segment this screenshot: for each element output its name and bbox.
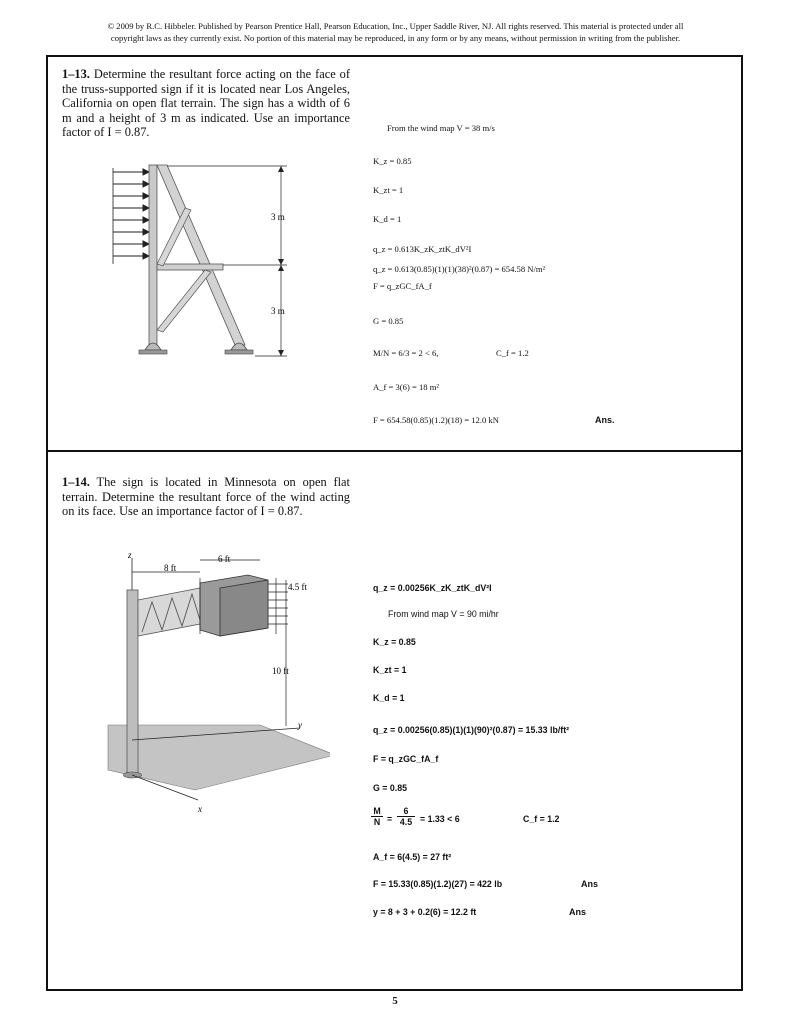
dim-8ft: 8 ft xyxy=(164,563,177,573)
frac-m-over-n xyxy=(371,806,383,827)
sol13-line-4: K_d = 1 xyxy=(373,214,402,224)
copyright-line-1: © 2009 by R.C. Hibbeler. Published by Pearson Prentice Hall, Pearson Education, Inc., Upper Saddle River, NJ. All rights reserved. This material is protected under all xyxy=(107,21,684,31)
sol14-line-9: = 1.33 < 6 xyxy=(420,814,460,824)
sol14-ans-1: Ans xyxy=(581,879,599,889)
sol13-line-2: K_z = 0.85 xyxy=(373,156,412,166)
sol13-line-12: F = 654.58(0.85)(1.2)(18) = 12.0 kN xyxy=(373,415,499,425)
sol13-line-5: q_z = 0.613K_zK_ztK_dV²I xyxy=(373,244,472,254)
sol14-line-7: F = q_zGC_fA_f xyxy=(373,754,439,764)
section-divider xyxy=(46,450,743,452)
dim-4-5ft: 4.5 ft xyxy=(288,582,307,592)
frac-m: M xyxy=(373,806,381,816)
dim-6ft: 6 ft xyxy=(218,554,231,564)
problem-14-number: 1–14. xyxy=(62,475,90,489)
copyright-line-2: copyright laws as they currently exist. No portion of this material may be reproduced, in any form or by any means, without permission in writing from the publisher. xyxy=(110,33,681,43)
sol14-line-6: q_z = 0.00256(0.85)(1)(1)(90)²(0.87) = 15.33 lb/ft² xyxy=(373,725,570,735)
sol13-line-9: M/N = 6/3 = 2 < 6, xyxy=(373,348,439,358)
page-number: 5 xyxy=(392,995,398,1007)
equals-sign: = xyxy=(387,814,393,824)
sol13-line-8: G = 0.85 xyxy=(373,316,404,326)
sol14-line-8: G = 0.85 xyxy=(373,783,407,793)
sol14-line-10: C_f = 1.2 xyxy=(523,814,560,824)
truss-sign-figure xyxy=(105,160,305,370)
sol14-line-4: K_zt = 1 xyxy=(373,665,407,675)
problem-13-text: Determine the resultant force acting on the face of the truss-supported sign if it is located near Los Angeles, California on open flat terrain. The sign has a width of 6 m and a height of 3 m as indicated. Use an importance factor of I = 0.87. xyxy=(62,67,350,140)
sol14-line-13: y = 8 + 3 + 0.2(6) = 12.2 ft xyxy=(373,907,477,917)
sol13-line-6: q_z = 0.613(0.85)(1)(1)(38)²(0.87) = 654.58 N/m² xyxy=(373,264,546,274)
frac-n: N xyxy=(371,816,383,827)
z-axis-label: z xyxy=(128,550,132,560)
sol14-line-11: A_f = 6(4.5) = 27 ft² xyxy=(373,852,452,862)
sol13-line-11: A_f = 3(6) = 18 m² xyxy=(373,382,439,392)
x-axis-label: x xyxy=(198,804,202,814)
problem-14-text: The sign is located in Minnesota on open flat terrain. Determine the resultant force of the wind acting on its face. Use an importance factor of I = 0.87. xyxy=(62,475,350,519)
sol13-line-1: From the wind map V = 38 m/s xyxy=(387,123,495,133)
sol13-line-7: F = q_zGC_fA_f xyxy=(373,281,432,291)
sol13-ans-label: Ans. xyxy=(595,415,615,425)
sol14-line-5: K_d = 1 xyxy=(373,693,405,703)
sol14-line-3: K_z = 0.85 xyxy=(373,637,416,647)
dim-bottom-3m: 3 m xyxy=(271,306,285,316)
sol13-line-10: C_f = 1.2 xyxy=(496,348,529,358)
sol13-line-3: K_zt = 1 xyxy=(373,185,404,195)
y-axis-label: y xyxy=(298,720,302,730)
sol14-line-1: q_z = 0.00256K_zK_ztK_dV²I xyxy=(373,583,492,593)
sol14-line-2: From wind map V = 90 mi/hr xyxy=(388,609,499,619)
frac-6-over-4-5 xyxy=(397,806,415,827)
sol14-line-12: F = 15.33(0.85)(1.2)(27) = 422 lb xyxy=(373,879,503,889)
overhead-sign-figure xyxy=(100,550,330,820)
problem-14-statement xyxy=(62,475,350,519)
dim-top-3m: 3 m xyxy=(271,212,285,222)
copyright-notice xyxy=(20,20,771,44)
dim-10ft: 10 ft xyxy=(272,666,289,676)
sol14-ans-2: Ans xyxy=(569,907,587,917)
frac-4-5: 4.5 xyxy=(397,816,415,827)
frac-6: 6 xyxy=(403,806,409,816)
problem-13-number: 1–13. xyxy=(62,67,90,81)
problem-13-statement xyxy=(62,67,350,140)
